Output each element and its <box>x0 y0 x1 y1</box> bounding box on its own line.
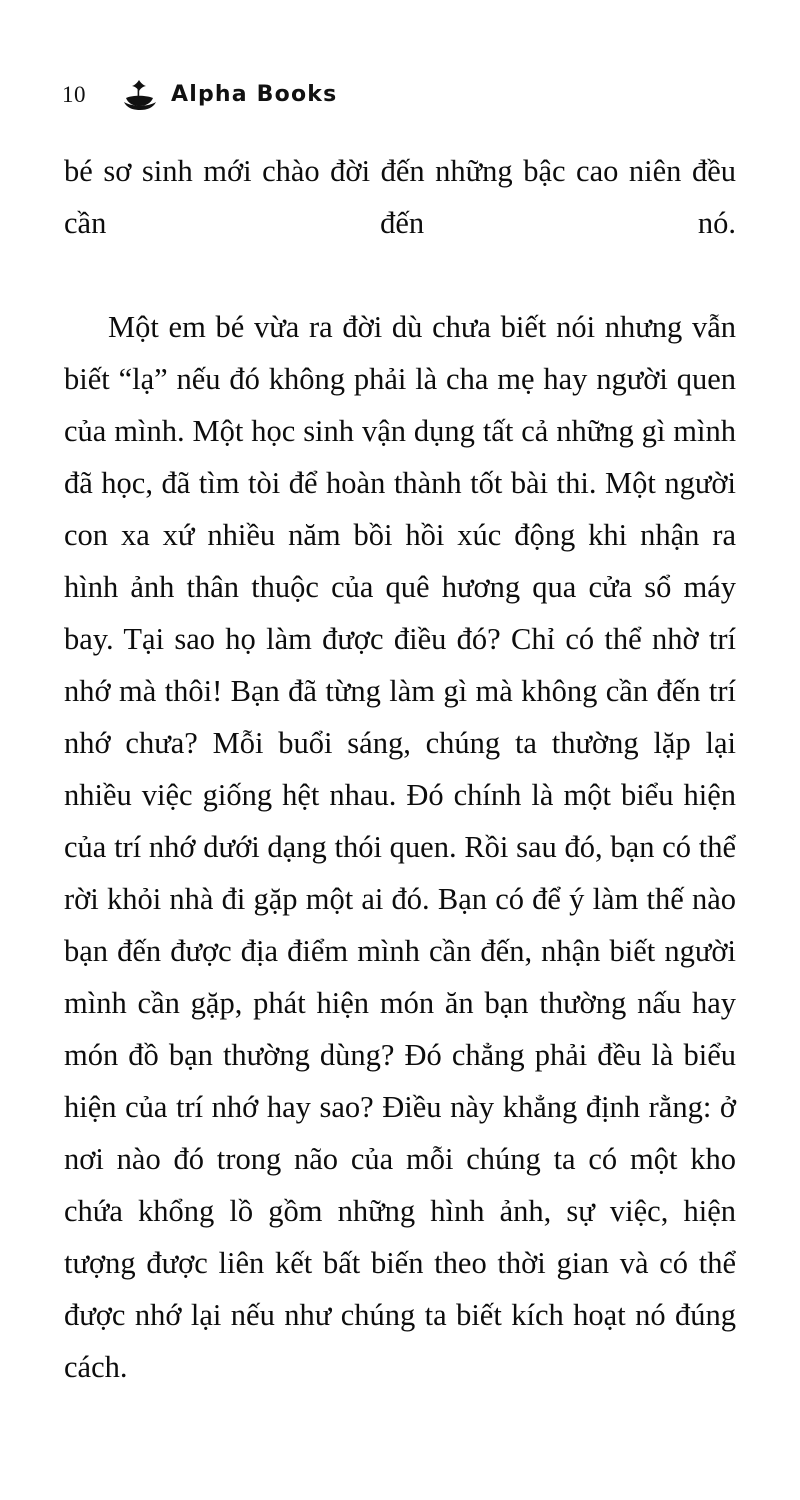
running-header <box>62 72 738 116</box>
paragraph-continued: bé sơ sinh mới chào đời đến những bậc cao niên đều cần đến nó. <box>64 154 736 240</box>
page-body <box>64 145 736 1445</box>
book-boat-logo-icon <box>120 77 160 111</box>
page-number: 10 <box>62 81 86 107</box>
paragraph-memory: Một em bé vừa ra đời dù chưa biết nói nhưng vẫn biết “lạ” nếu đó không phải là cha mẹ hay người quen của mình. Một học sinh vận dụng tất cả những gì mình đã học, đã tìm tòi để hoàn thành tốt bài thi. Một người con xa xứ nhiều năm bồi hồi xúc động khi nhận ra hình ảnh thân thuộc của quê hương qua cửa sổ máy bay. Tại sao họ làm được điều đó? Chỉ có thể nhờ trí nhớ mà thôi! Bạn đã từng làm gì mà không cần đến trí nhớ chưa? Mỗi buổi sáng, chúng ta thường lặp lại nhiều việc giống hệt nhau. Đó chính là một biểu hiện của trí nhớ dưới dạng thói quen. Rồi sau đó, bạn có thể rời khỏi nhà đi gặp một ai đó. Bạn có để ý làm thế nào bạn đến được địa điểm mình cần đến, nhận biết người mình cần gặp, phát hiện món ăn bạn thường nấu hay món đồ bạn thường dùng? Đó chẳng phải đều là biểu hiện của trí nhớ hay sao? Điều này khẳng định rằng: ở nơi nào đó trong não của mỗi chúng ta có một kho chứa khổng lồ gồm những hình ảnh, sự việc, hiện tượng được liên kết bất biến theo thời gian và có thể được nhớ lại nếu như chúng ta biết kích hoạt nó đúng cách. <box>64 310 736 1384</box>
imprint-name: Alpha Books <box>171 81 338 107</box>
imprint-logo <box>120 77 337 111</box>
